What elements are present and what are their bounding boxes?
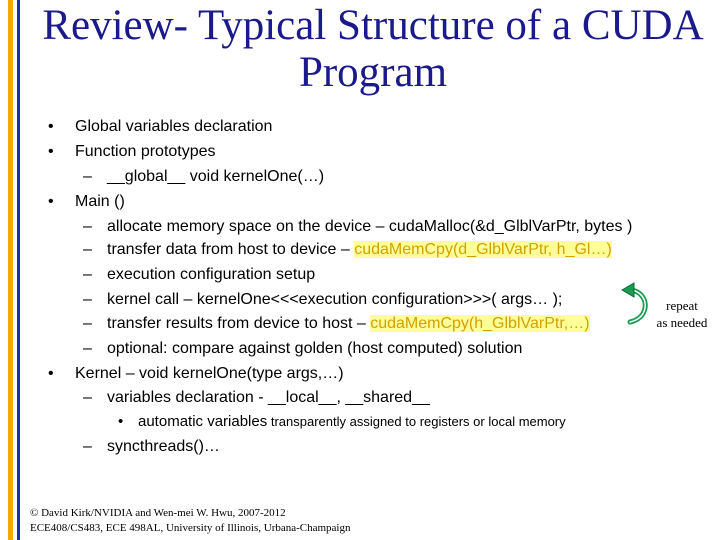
- dash-marker: –: [83, 168, 92, 185]
- bullet-text: optional: compare against golden (host computed) solution: [107, 340, 523, 357]
- dash-marker: –: [83, 315, 92, 332]
- sub-bullet-variables-declaration: [83, 389, 430, 407]
- bullet-marker: •: [48, 143, 54, 160]
- dash-marker: –: [83, 291, 92, 308]
- bullet-text-note: transparently assigned to registers or local memory: [267, 414, 566, 429]
- highlighted-code: cudaMemCpy(d_GlblVarPtr, h_Gl…): [354, 241, 612, 258]
- sub-bullet-exec-config: [83, 266, 316, 284]
- bullet-text: kernel call – kernelOne<<<execution configuration>>>( args… );: [107, 291, 563, 308]
- sub-bullet-transfer-to-device: [83, 241, 612, 259]
- left-accent-bar-blue: [17, 0, 20, 540]
- sub-bullet-kernel-call: [83, 291, 563, 309]
- bullet-function-prototypes: [48, 143, 216, 161]
- left-accent-bar-gold: [8, 0, 13, 540]
- sub-bullet-allocate: [83, 218, 633, 236]
- bullet-text: Kernel – void kernelOne(type args,…): [75, 365, 344, 382]
- bullet-text: Main (): [75, 193, 125, 210]
- bullet-text: Global variables declaration: [75, 118, 273, 135]
- bullet-marker: •: [118, 413, 124, 430]
- bullet-text: transfer results from device to host –: [107, 315, 371, 332]
- bullet-text: __global__ void kernelOne(…): [107, 168, 325, 185]
- repeat-note-line2: as needed: [656, 315, 708, 330]
- dash-marker: –: [83, 266, 92, 283]
- footer: [30, 506, 351, 536]
- sub-bullet-syncthreads: [83, 438, 220, 456]
- sub-bullet-kernel-prototype: [83, 168, 325, 186]
- repeat-note: [644, 297, 720, 331]
- sub-sub-bullet-automatic-variables: [118, 413, 566, 430]
- sub-bullet-transfer-to-host: [83, 315, 590, 333]
- bullet-main: [48, 193, 125, 211]
- bullet-marker: •: [48, 365, 54, 382]
- bullet-text: syncthreads()…: [107, 438, 220, 455]
- bullet-text: transfer data from host to device –: [107, 241, 355, 258]
- dash-marker: –: [83, 340, 92, 357]
- dash-marker: –: [83, 218, 92, 235]
- dash-marker: –: [83, 241, 92, 258]
- bullet-text: variables declaration - __local__, __shared__: [107, 389, 430, 406]
- bullet-text: Function prototypes: [75, 143, 216, 160]
- bullet-marker: •: [48, 118, 54, 135]
- footer-course: ECE408/CS483, ECE 498AL, University of Illinois, Urbana-Champaign: [30, 522, 351, 534]
- footer-copyright: © David Kirk/NVIDIA and Wen-mei W. Hwu, 2007-2012: [30, 507, 286, 519]
- bullet-text: execution configuration setup: [107, 266, 316, 283]
- bullet-text: automatic variables: [138, 413, 268, 430]
- slide-title: [26, 2, 720, 96]
- slide-title-line1: Review- Typical Structure of a CUDA: [42, 2, 704, 49]
- slide-title-line2: Program: [298, 49, 448, 96]
- dash-marker: –: [83, 438, 92, 455]
- bullet-global-vars: [48, 118, 273, 136]
- bullet-marker: •: [48, 193, 54, 210]
- bullet-text: allocate memory space on the device – cudaMalloc(&d_GlblVarPtr, bytes ): [107, 218, 633, 235]
- bullet-kernel: [48, 365, 344, 383]
- repeat-note-line1: repeat: [666, 298, 698, 313]
- highlighted-code: cudaMemCpy(h_GlblVarPtr,…): [370, 315, 590, 332]
- sub-bullet-optional-compare: [83, 340, 523, 358]
- dash-marker: –: [83, 389, 92, 406]
